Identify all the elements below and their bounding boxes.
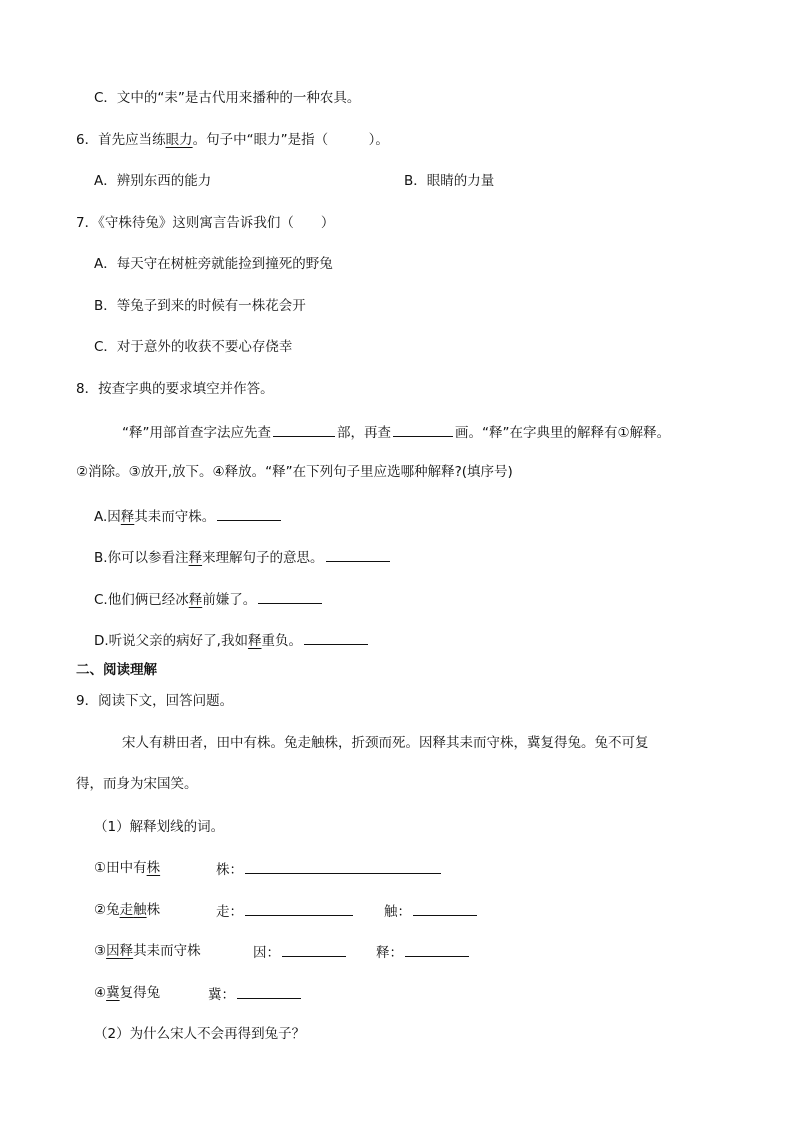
q9-item3 [94,941,201,961]
q9-blank-zhu[interactable] [245,858,441,874]
q8-blank-a[interactable] [217,505,281,521]
q8-blank-d[interactable] [304,629,368,645]
q9-item2 [94,900,160,920]
q9-i1-label: 株： [216,862,243,878]
q9-sub2: （2）为什么宋人不会再得到兔子？ [94,1026,306,1042]
q9-item1-answer [216,858,443,880]
q8-b-underlined: 释 [188,550,203,566]
q9-i4-post: 复得兔 [119,985,161,1001]
q9-i3-label-yin: 因： [253,945,280,961]
q9-i2-pre: ②兔 [94,902,120,918]
q8-c-underlined: 释 [188,592,203,608]
q8-blank-strokes[interactable] [393,421,453,437]
q9-i4-pre: ④ [94,985,107,1001]
q9-blank-ji[interactable] [237,983,301,999]
q9-question: 9．阅读下文，回答问题。 [76,693,234,709]
q5-option-c: C．文中的“耒”是古代用来播种的一种农具。 [94,90,361,106]
q8-c-pre: C.他们俩已经冰 [94,592,189,608]
q8-b-post: 来理解句子的意思。 [202,550,324,566]
q9-i3-underlined-shi: 释 [119,943,134,959]
q9-item4-answer [208,983,303,1005]
q8-line1-c: 画。“释”在字典里的解释有 [455,425,618,441]
q9-blank-chu[interactable] [413,900,477,916]
q9-i4-label: 冀： [208,987,235,1003]
q8-question: 8．按查字典的要求填空并作答。 [76,381,274,397]
q9-i2-underlined-zou: 走 [119,902,134,918]
q6-option-a[interactable]: A．辨别东西的能力 [94,173,212,189]
q9-i3-label-shi: 释： [376,945,403,961]
q8-a-pre: A.因 [94,509,121,525]
q8-item-d [94,629,370,651]
q9-blank-shi[interactable] [405,941,469,957]
q8-c-post: 前嫌了。 [202,592,257,608]
section2-title: 二、阅读理解 [76,662,157,678]
q9-i4-underlined-ji: 冀 [106,985,120,1001]
q8-line1 [122,421,670,443]
q8-blank-b[interactable] [326,546,390,562]
q7-option-c[interactable]: C．对于意外的收获不要心存侥幸 [94,339,293,355]
q9-i1-underlined: 株 [146,860,161,876]
q9-i2-label-zou: 走： [216,904,243,920]
q8-d-pre: D.听说父亲的病好了,我如 [94,633,248,649]
q8-a-post: 其耒而守株。 [134,509,216,525]
q9-blank-yin[interactable] [282,941,346,957]
q6-underlined-word: 眼力 [165,132,193,148]
q9-blank-zou[interactable] [245,900,353,916]
q9-i3-post: 其耒而守株 [133,943,201,959]
q6-question [76,130,389,150]
q9-item2-answer-zou [216,900,355,922]
q8-item-b [94,546,392,568]
q9-sub1: （1）解释划线的词。 [94,819,225,835]
q8-blank-radical[interactable] [273,421,335,437]
q9-item3-answer-yin [253,941,348,963]
q9-i2-underlined-chu: 触 [133,902,147,918]
q8-item-c [94,588,324,610]
q9-i2-label-chu: 触： [384,904,411,920]
q8-line2: ②消除。③放开,放下。④释放。“释”在下列句子里应选哪种解释?(填序号) [76,464,513,480]
q8-b-pre: B.你可以参看注 [94,550,189,566]
q9-item2-answer-chu [384,900,479,922]
q9-passage-line1: 宋人有耕田者，田中有株。兔走触株，折颈而死。因释其耒而守株，冀复得兔。兔不可复 [122,735,649,751]
q7-option-b[interactable]: B．等兔子到来的时候有一株花会开 [94,298,306,314]
q9-passage-line2: 得，而身为宋国笑。 [76,776,198,792]
q9-i1-pre: ①田中有 [94,860,147,876]
q8-d-post: 重负。 [261,633,302,649]
q6-prefix: 6．首先应当练 [76,132,166,148]
q9-item1 [94,858,160,878]
q8-line1-d: ①解释。 [617,425,671,441]
q7-option-a[interactable]: A．每天守在树桩旁就能捡到撞死的野兔 [94,256,333,272]
q8-item-a [94,505,283,527]
q8-line1-b: 部，再查 [337,425,391,441]
q6-option-b[interactable]: B．眼睛的力量 [404,173,495,189]
q8-d-underlined: 释 [247,633,262,649]
q8-blank-c[interactable] [258,588,322,604]
q6-suffix: 。句子中“眼力”是指（ ）。 [192,132,389,148]
q9-item4 [94,983,160,1003]
q9-i2-post: 株 [146,902,161,918]
q8-line1-a: “释”用部首查字法应先查 [122,425,271,441]
q9-i3-underlined-yin: 因 [106,943,120,959]
q9-item3-answer-shi [376,941,471,963]
q7-question: 7．《守株待兔》这则寓言告诉我们（ ） [76,215,335,231]
q9-i3-pre: ③ [94,943,107,959]
q8-a-underlined: 释 [120,509,135,525]
